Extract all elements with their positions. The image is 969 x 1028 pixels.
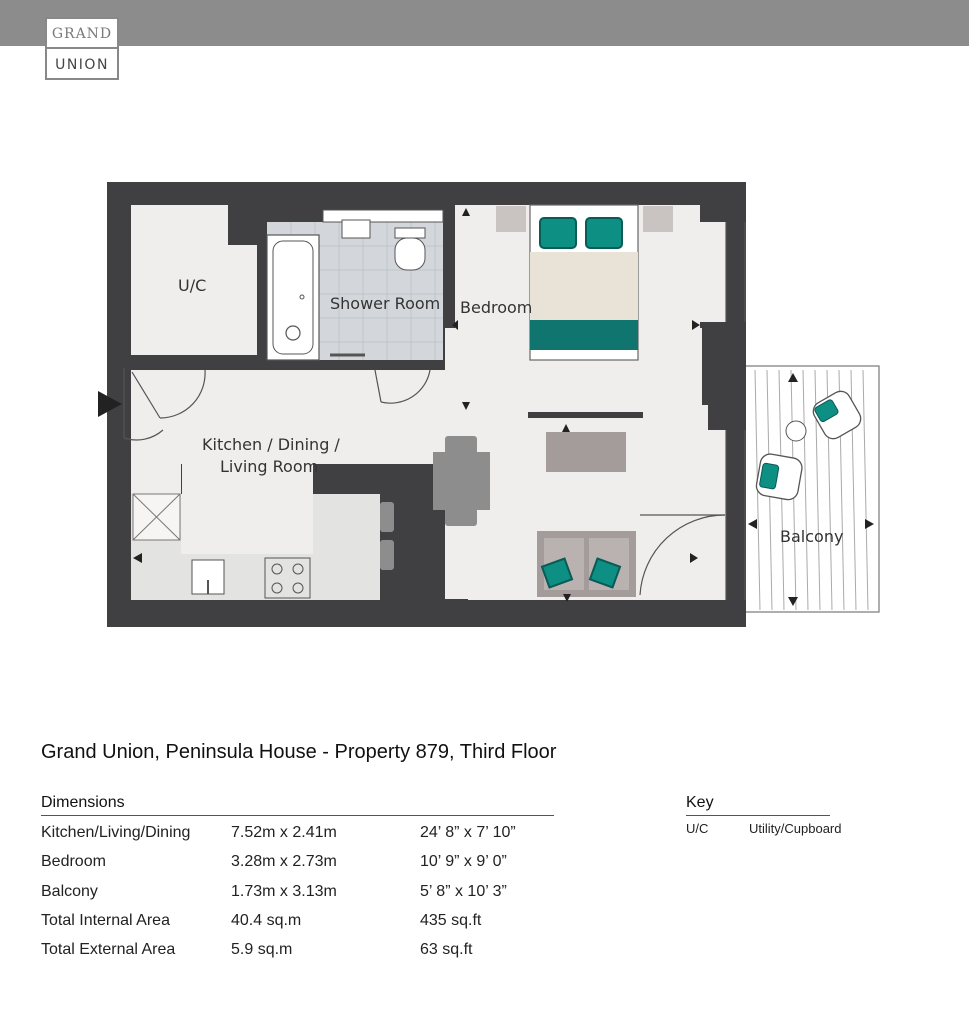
room-label-uc: U/C — [178, 276, 207, 295]
dimension-metric: 5.9 sq.m — [231, 941, 293, 958]
room-label-shower: Shower Room — [330, 294, 441, 313]
dimension-name: Kitchen/Living/Dining — [41, 824, 191, 841]
dimensions-divider — [41, 815, 554, 816]
dimension-metric: 3.28m x 2.73m — [231, 853, 337, 870]
utility-unit — [133, 494, 180, 540]
key-abbreviation: U/C — [686, 821, 709, 836]
bar-stool — [380, 540, 394, 570]
dimension-name: Total External Area — [41, 941, 176, 958]
key-meaning: Utility/Cupboard — [749, 821, 842, 836]
dimension-metric: 1.73m x 3.13m — [231, 883, 337, 900]
tv-unit — [546, 432, 626, 472]
dimension-imperial: 5’ 8” x 10’ 3” — [420, 883, 507, 900]
dimension-name: Total Internal Area — [41, 912, 170, 929]
room-label-kitchen-2: Living Room — [220, 457, 319, 476]
key-divider — [686, 815, 830, 816]
bar-stool — [380, 502, 394, 532]
key-heading: Key — [686, 794, 714, 811]
dimensions-heading: Dimensions — [41, 794, 125, 811]
logo-line-1: GRAND — [47, 19, 117, 49]
dimension-imperial: 24’ 8” x 7’ 10” — [420, 824, 516, 841]
basin — [342, 220, 370, 238]
wardrobe-rail — [528, 412, 643, 418]
bath — [267, 235, 319, 360]
dimension-imperial: 63 sq.ft — [420, 941, 473, 958]
dimension-metric: 7.52m x 2.41m — [231, 824, 337, 841]
kitchen-sink — [192, 560, 224, 594]
dimension-imperial: 10’ 9” x 9’ 0” — [420, 853, 507, 870]
toilet — [395, 228, 425, 270]
property-title: Grand Union, Peninsula House - Property 879, Third Floor — [41, 741, 557, 763]
sofa — [537, 531, 636, 597]
dimension-imperial: 435 sq.ft — [420, 912, 482, 929]
room-label-balcony: Balcony — [780, 527, 844, 546]
dimension-name: Bedroom — [41, 853, 106, 870]
room-label-bedroom: Bedroom — [460, 298, 533, 317]
room-label-kitchen-1: Kitchen / Dining / — [202, 435, 340, 454]
dimension-name: Balcony — [41, 883, 98, 900]
dimension-metric: 40.4 sq.m — [231, 912, 302, 929]
logo-line-2: UNION — [55, 57, 109, 73]
